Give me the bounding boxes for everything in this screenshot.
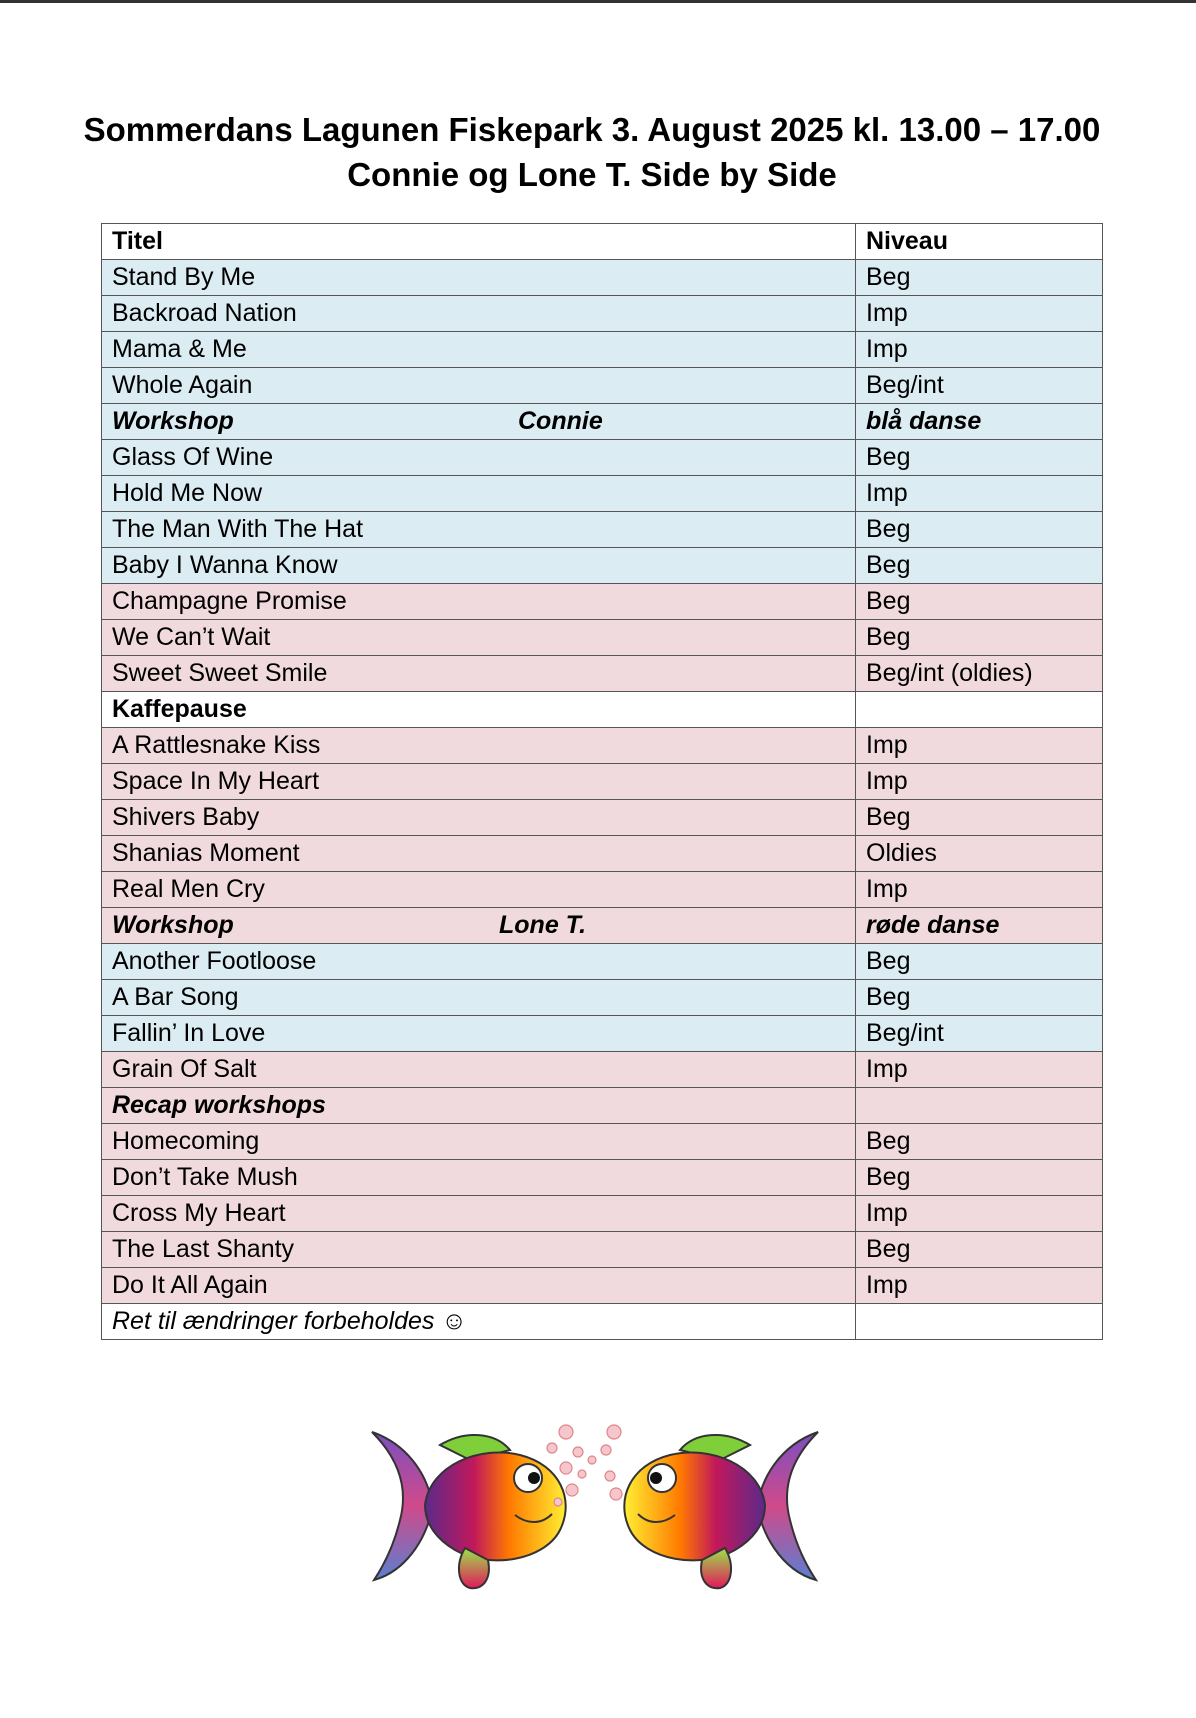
titel-cell: Shivers Baby xyxy=(102,800,856,836)
niveau-cell xyxy=(856,692,1103,728)
table-row xyxy=(102,476,1103,512)
niveau-cell: Imp xyxy=(856,728,1103,764)
titel-cell: Recap workshops xyxy=(102,1088,856,1124)
titel-cell: Hold Me Now xyxy=(102,476,856,512)
table-row xyxy=(102,836,1103,872)
niveau-cell: Beg xyxy=(856,980,1103,1016)
niveau-cell: Imp xyxy=(856,1196,1103,1232)
titel-cell: Backroad Nation xyxy=(102,296,856,332)
niveau-cell xyxy=(856,1304,1103,1340)
titel-cell: Champagne Promise xyxy=(102,584,856,620)
niveau-cell: Beg xyxy=(856,800,1103,836)
table-row xyxy=(102,512,1103,548)
disclaimer-row xyxy=(102,1304,1103,1340)
titel-cell: Shanias Moment xyxy=(102,836,856,872)
dance-list-table xyxy=(101,223,1103,1340)
niveau-cell: Imp xyxy=(856,332,1103,368)
niveau-cell: Imp xyxy=(856,1268,1103,1304)
titel-cell xyxy=(102,404,856,440)
table-row xyxy=(102,944,1103,980)
niveau-cell: Beg/int xyxy=(856,368,1103,404)
table-row xyxy=(102,1124,1103,1160)
titel-cell: The Last Shanty xyxy=(102,1232,856,1268)
workshop-instructor: Connie xyxy=(518,407,603,435)
table-row xyxy=(102,1268,1103,1304)
coffee-break-row xyxy=(102,692,1103,728)
niveau-cell: Beg xyxy=(856,944,1103,980)
table-row xyxy=(102,764,1103,800)
table-row xyxy=(102,260,1103,296)
top-border-line xyxy=(0,0,1196,3)
niveau-cell: Beg xyxy=(856,260,1103,296)
titel-cell: Cross My Heart xyxy=(102,1196,856,1232)
titel-cell: A Rattlesnake Kiss xyxy=(102,728,856,764)
titel-cell: The Man With The Hat xyxy=(102,512,856,548)
column-header-titel: Titel xyxy=(102,224,856,260)
table-row xyxy=(102,1160,1103,1196)
titel-cell: Whole Again xyxy=(102,368,856,404)
workshop-row-lone xyxy=(102,908,1103,944)
niveau-cell: Beg xyxy=(856,512,1103,548)
titel-cell: A Bar Song xyxy=(102,980,856,1016)
titel-cell: Sweet Sweet Smile xyxy=(102,656,856,692)
niveau-cell: Oldies xyxy=(856,836,1103,872)
workshop-label: Workshop xyxy=(112,407,234,435)
niveau-cell: Beg/int xyxy=(856,1016,1103,1052)
table-row xyxy=(102,656,1103,692)
titel-cell: Space In My Heart xyxy=(102,764,856,800)
niveau-cell: røde danse xyxy=(856,908,1103,944)
niveau-cell: Imp xyxy=(856,764,1103,800)
titel-cell: Real Men Cry xyxy=(102,872,856,908)
table-row xyxy=(102,296,1103,332)
niveau-cell: Beg xyxy=(856,1124,1103,1160)
niveau-cell: Beg xyxy=(856,1160,1103,1196)
titel-cell: Glass Of Wine xyxy=(102,440,856,476)
titel-cell: Stand By Me xyxy=(102,260,856,296)
niveau-cell: Imp xyxy=(856,476,1103,512)
niveau-cell: Beg xyxy=(856,620,1103,656)
titel-cell: Fallin’ In Love xyxy=(102,1016,856,1052)
table-row xyxy=(102,1196,1103,1232)
table-row xyxy=(102,1232,1103,1268)
niveau-cell: Imp xyxy=(856,296,1103,332)
niveau-cell: Imp xyxy=(856,872,1103,908)
niveau-cell: Beg xyxy=(856,548,1103,584)
niveau-cell: Imp xyxy=(856,1052,1103,1088)
titel-cell: Mama & Me xyxy=(102,332,856,368)
titel-cell: Don’t Take Mush xyxy=(102,1160,856,1196)
niveau-cell: Beg xyxy=(856,440,1103,476)
workshop-instructor: Lone T. xyxy=(499,911,587,939)
table-row xyxy=(102,800,1103,836)
titel-cell: Do It All Again xyxy=(102,1268,856,1304)
column-header-niveau: Niveau xyxy=(856,224,1103,260)
table-row xyxy=(102,872,1103,908)
table-row xyxy=(102,548,1103,584)
titel-cell: Grain Of Salt xyxy=(102,1052,856,1088)
left-fish-icon xyxy=(372,1432,566,1588)
two-rainbow-fish-with-bubbles-icon xyxy=(370,1420,820,1590)
table-row xyxy=(102,368,1103,404)
titel-cell: We Can’t Wait xyxy=(102,620,856,656)
titel-cell: Homecoming xyxy=(102,1124,856,1160)
titel-cell: Baby I Wanna Know xyxy=(102,548,856,584)
table-row xyxy=(102,728,1103,764)
page-subtitle: Connie og Lone T. Side by Side xyxy=(347,156,837,193)
table-row xyxy=(102,1052,1103,1088)
table-row xyxy=(102,980,1103,1016)
table-header-row xyxy=(102,224,1103,260)
page-title: Sommerdans Lagunen Fiskepark 3. August 2025 kl. 13.00 – 17.00 xyxy=(83,111,1101,148)
table-row xyxy=(102,1016,1103,1052)
titel-cell: Another Footloose xyxy=(102,944,856,980)
titel-cell: Ret til ændringer forbeholdes ☺ xyxy=(102,1304,856,1340)
table-row xyxy=(102,620,1103,656)
niveau-cell: blå danse xyxy=(856,404,1103,440)
recap-workshops-row xyxy=(102,1088,1103,1124)
niveau-cell xyxy=(856,1088,1103,1124)
niveau-cell: Beg/int (oldies) xyxy=(856,656,1103,692)
titel-cell: Kaffepause xyxy=(102,692,856,728)
niveau-cell: Beg xyxy=(856,1232,1103,1268)
workshop-label: Workshop xyxy=(112,911,234,939)
right-fish-icon xyxy=(624,1432,818,1588)
table-row xyxy=(102,440,1103,476)
niveau-cell: Beg xyxy=(856,584,1103,620)
table-row xyxy=(102,584,1103,620)
table-row xyxy=(102,332,1103,368)
workshop-row-connie xyxy=(102,404,1103,440)
titel-cell xyxy=(102,908,856,944)
